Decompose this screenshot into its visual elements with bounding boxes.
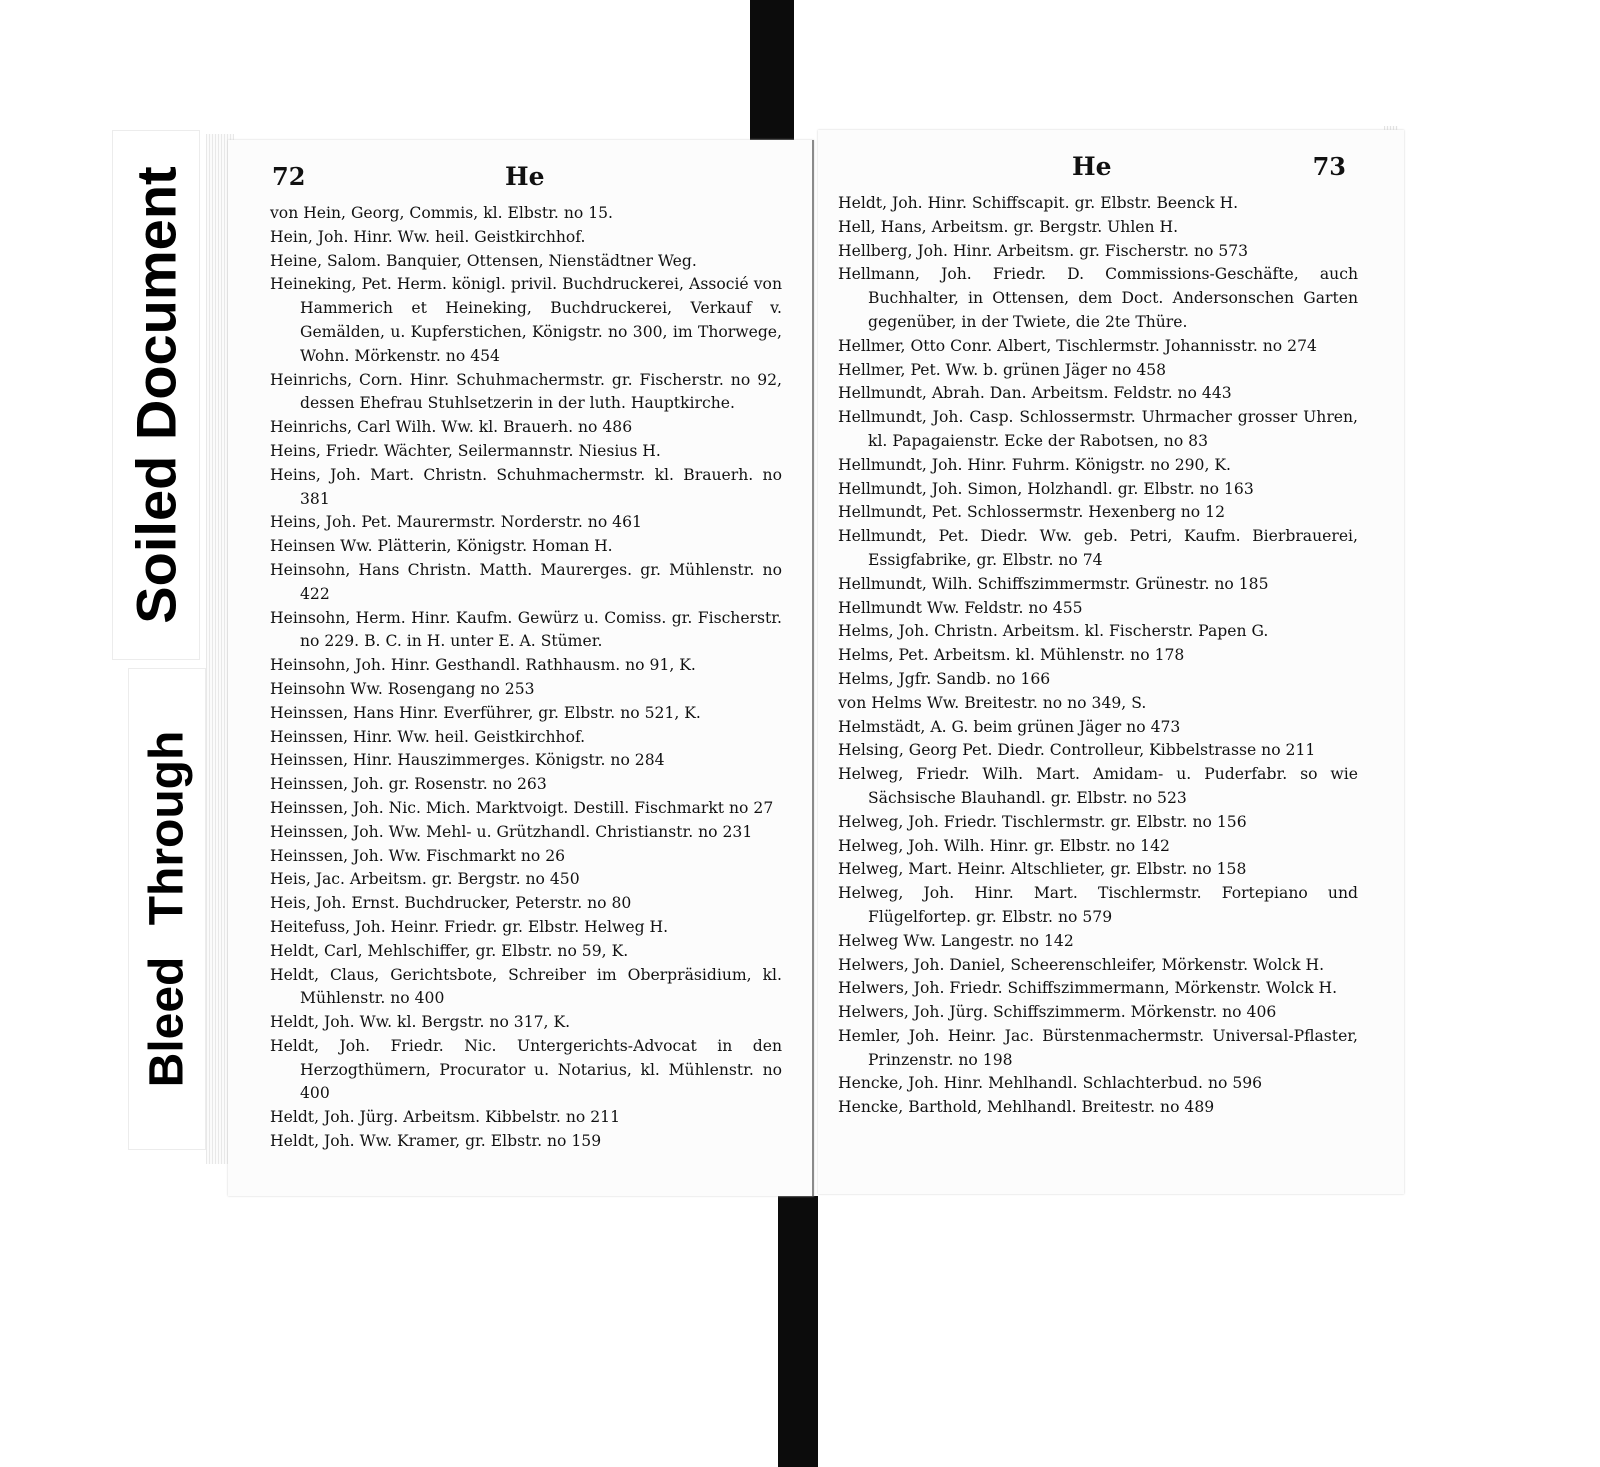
right-directory-entries [838,192,1358,1120]
directory-entry: Heldt, Joh. Ww. kl. Bergstr. no 317, K. [270,1013,571,1032]
directory-entry: Helms, Pet. Arbeitsm. kl. Mühlenstr. no 178 [838,646,1185,665]
directory-entry: von Helms Ww. Breitestr. no no 349, S. [838,693,1147,712]
directory-entry: Heinssen, Joh. gr. Rosenstr. no 263 [270,775,547,794]
directory-entry: Hellmer, Pet. Ww. b. grünen Jäger no 458 [838,360,1167,379]
directory-entry: Heinsohn, Hans Christn. Matth. Maurerges. gr. Mühlenstr. no 422 [270,560,782,603]
directory-entry: Hell, Hans, Arbeitsm. gr. Bergstr. Uhlen H. [838,217,1179,236]
directory-entry: Hemler, Joh. Heinr. Jac. Bürstenmachermstr. Universal-Pflaster, Prinzenstr. no 198 [838,1026,1358,1069]
directory-entry: Hellmundt, Joh. Hinr. Fuhrm. Königstr. no 290, K. [838,455,1232,474]
soiled-document-text: Soiled Document [124,166,188,624]
directory-entry: Heldt, Claus, Gerichtsbote, Schreiber im Oberpräsidium, kl. Mühlenstr. no 400 [270,965,782,1008]
left-directory-entries [270,202,782,1154]
directory-entry: Hellmann, Joh. Friedr. D. Commissions-Geschäfte, auch Buchhalter, in Ottensen, dem Doct. Andersonschen Garten gegenüber, in der Twiete, die 2te Thüre. [838,265,1358,331]
directory-entry: Heinsohn Ww. Rosengang no 253 [270,679,535,698]
left-page-header [228,162,812,202]
directory-entry: Helweg, Friedr. Wilh. Mart. Amidam- u. Puderfabr. so wie Sächsische Blauhandl. gr. Elbstr. no 523 [838,765,1358,807]
directory-entry: Hellberg, Joh. Hinr. Arbeitsm. gr. Fischerstr. no 573 [838,241,1249,260]
directory-entry: Helweg, Joh. Hinr. Mart. Tischlermstr. Fortepiano und Flügelfortep. gr. Elbstr. no 579 [838,884,1358,926]
right-page-number: 73 [1312,152,1346,181]
directory-entry: Heitefuss, Joh. Heinr. Friedr. gr. Elbstr. Helweg H. [270,917,669,936]
left-running-head: He [505,162,545,191]
directory-entry: Helwers, Joh. Jürg. Schiffszimmerm. Mörkenstr. no 406 [838,1003,1277,1022]
directory-entry: Heinsen Ww. Plätterin, Königstr. Homan H. [270,537,613,556]
directory-entry: Hellmundt, Wilh. Schiffszimmermstr. Grünestr. no 185 [838,574,1269,593]
directory-entry: Hein, Joh. Hinr. Ww. heil. Geistkirchhof. [270,227,586,246]
directory-entry: Heinsohn, Herm. Hinr. Kaufm. Gewürz u. Comiss. gr. Fischerstr. no 229. B. C. in H. unter E. A. Stümer. [270,608,782,651]
left-page [228,140,814,1196]
directory-entry: Heinssen, Joh. Nic. Mich. Marktvoigt. Destill. Fischmarkt no 27 [270,798,774,817]
directory-entry: Heinssen, Joh. Ww. Fischmarkt no 26 [270,846,566,865]
bleed-through-text: Bleed Through [140,730,194,1088]
directory-entry: Hellmundt Ww. Feldstr. no 455 [838,598,1083,617]
directory-entry: von Hein, Georg, Commis, kl. Elbstr. no 15. [270,204,614,222]
directory-entry: Helweg, Joh. Friedr. Tischlermstr. gr. Elbstr. no 156 [838,812,1247,831]
directory-entry: Heldt, Carl, Mehlschiffer, gr. Elbstr. no 59, K. [270,941,629,960]
directory-entry: Heins, Joh. Pet. Maurermstr. Norderstr. no 461 [270,513,642,532]
directory-entry: Heinssen, Hinr. Hauszimmerges. Königstr. no 284 [270,751,665,770]
bleed-through-label [128,668,206,1150]
directory-entry: Hencke, Barthold, Mehlhandl. Breitestr. no 489 [838,1098,1215,1117]
directory-entry: Helwers, Joh. Friedr. Schiffszimmermann, Mörkenstr. Wolck H. [838,979,1338,998]
soiled-document-label [112,130,200,660]
directory-entry: Helsing, Georg Pet. Diedr. Controlleur, Kibbelstrasse no 211 [838,741,1316,760]
directory-entry: Helwers, Joh. Daniel, Scheerenschleifer, Mörkenstr. Wolck H. [838,955,1325,974]
directory-entry: Hellmundt, Abrah. Dan. Arbeitsm. Feldstr. no 443 [838,384,1232,403]
directory-entry: Heis, Joh. Ernst. Buchdrucker, Peterstr. no 80 [270,894,632,913]
directory-entry: Helweg Ww. Langestr. no 142 [838,931,1074,950]
directory-entry: Hellmundt, Pet. Diedr. Ww. geb. Petri, Kaufm. Bierbrauerei, Essigfabrike, gr. Elbstr. no 74 [838,527,1358,569]
directory-entry: Helmstädt, A. G. beim grünen Jäger no 473 [838,717,1181,736]
directory-entry: Heine, Salom. Banquier, Ottensen, Nienstädtner Weg. [270,251,697,270]
directory-entry: Heis, Jac. Arbeitsm. gr. Bergstr. no 450 [270,870,580,889]
directory-entry: Hencke, Joh. Hinr. Mehlhandl. Schlachterbud. no 596 [838,1074,1263,1093]
directory-entry: Heinssen, Hans Hinr. Everführer, gr. Elbstr. no 521, K. [270,703,701,722]
directory-entry: Hellmundt, Pet. Schlossermstr. Hexenberg no 12 [838,503,1225,522]
left-page-number: 72 [272,162,306,191]
directory-entry: Heins, Friedr. Wächter, Seilermannstr. Niesius H. [270,441,661,460]
directory-entry: Heldt, Joh. Friedr. Nic. Untergerichts-Advocat in den Herzogthümern, Procurator u. Notarius, kl. Mühlenstr. no 400 [270,1036,782,1103]
directory-entry: Heldt, Joh. Jürg. Arbeitsm. Kibbelstr. no 211 [270,1108,620,1127]
directory-entry: Helms, Joh. Christn. Arbeitsm. kl. Fischerstr. Papen G. [838,622,1269,641]
directory-entry: Heineking, Pet. Herm. königl. privil. Buchdruckerei, Associé von Hammerich et Heineking, Buchdruckerei, Verkauf v. Gemälden, u. Kupferstichen, Königstr. no 300, im Thorwege, Wohn. Mörkenstr. no 454 [270,275,782,365]
black-binding-strip-bottom [778,1196,818,1467]
right-page [818,130,1404,1194]
black-binding-strip-top [750,0,794,145]
directory-entry: Hellmundt, Joh. Simon, Holzhandl. gr. Elbstr. no 163 [838,479,1254,498]
directory-entry: Heinrichs, Corn. Hinr. Schuhmachermstr. gr. Fischerstr. no 92, dessen Ehefrau Stuhlsetzerin in der luth. Hauptkirche. [270,370,782,413]
right-page-header [818,152,1404,192]
directory-entry: Heinssen, Joh. Ww. Mehl- u. Grützhandl. Christianstr. no 231 [270,822,753,841]
directory-entry: Helweg, Mart. Heinr. Altschlieter, gr. Elbstr. no 158 [838,860,1247,879]
directory-entry: Helms, Jgfr. Sandb. no 166 [838,669,1051,688]
directory-entry: Heldt, Joh. Ww. Kramer, gr. Elbstr. no 159 [270,1132,602,1151]
directory-entry: Hellmer, Otto Conr. Albert, Tischlermstr. Johannisstr. no 274 [838,336,1317,355]
directory-entry: Heldt, Joh. Hinr. Schiffscapit. gr. Elbstr. Beenck H. [838,194,1239,212]
directory-entry: Heinsohn, Joh. Hinr. Gesthandl. Rathhausm. no 91, K. [270,656,696,675]
directory-entry: Helweg, Joh. Wilh. Hinr. gr. Elbstr. no 142 [838,836,1170,855]
directory-entry: Heins, Joh. Mart. Christn. Schuhmachermstr. kl. Brauerh. no 381 [270,465,782,508]
directory-entry: Heinrichs, Carl Wilh. Ww. kl. Brauerh. no 486 [270,418,633,437]
right-running-head: He [1072,152,1112,181]
directory-entry: Heinssen, Hinr. Ww. heil. Geistkirchhof. [270,727,586,746]
directory-entry: Hellmundt, Joh. Casp. Schlossermstr. Uhrmacher grosser Uhren, kl. Papagaienstr. Ecke der Rabotsen, no 83 [838,408,1358,450]
